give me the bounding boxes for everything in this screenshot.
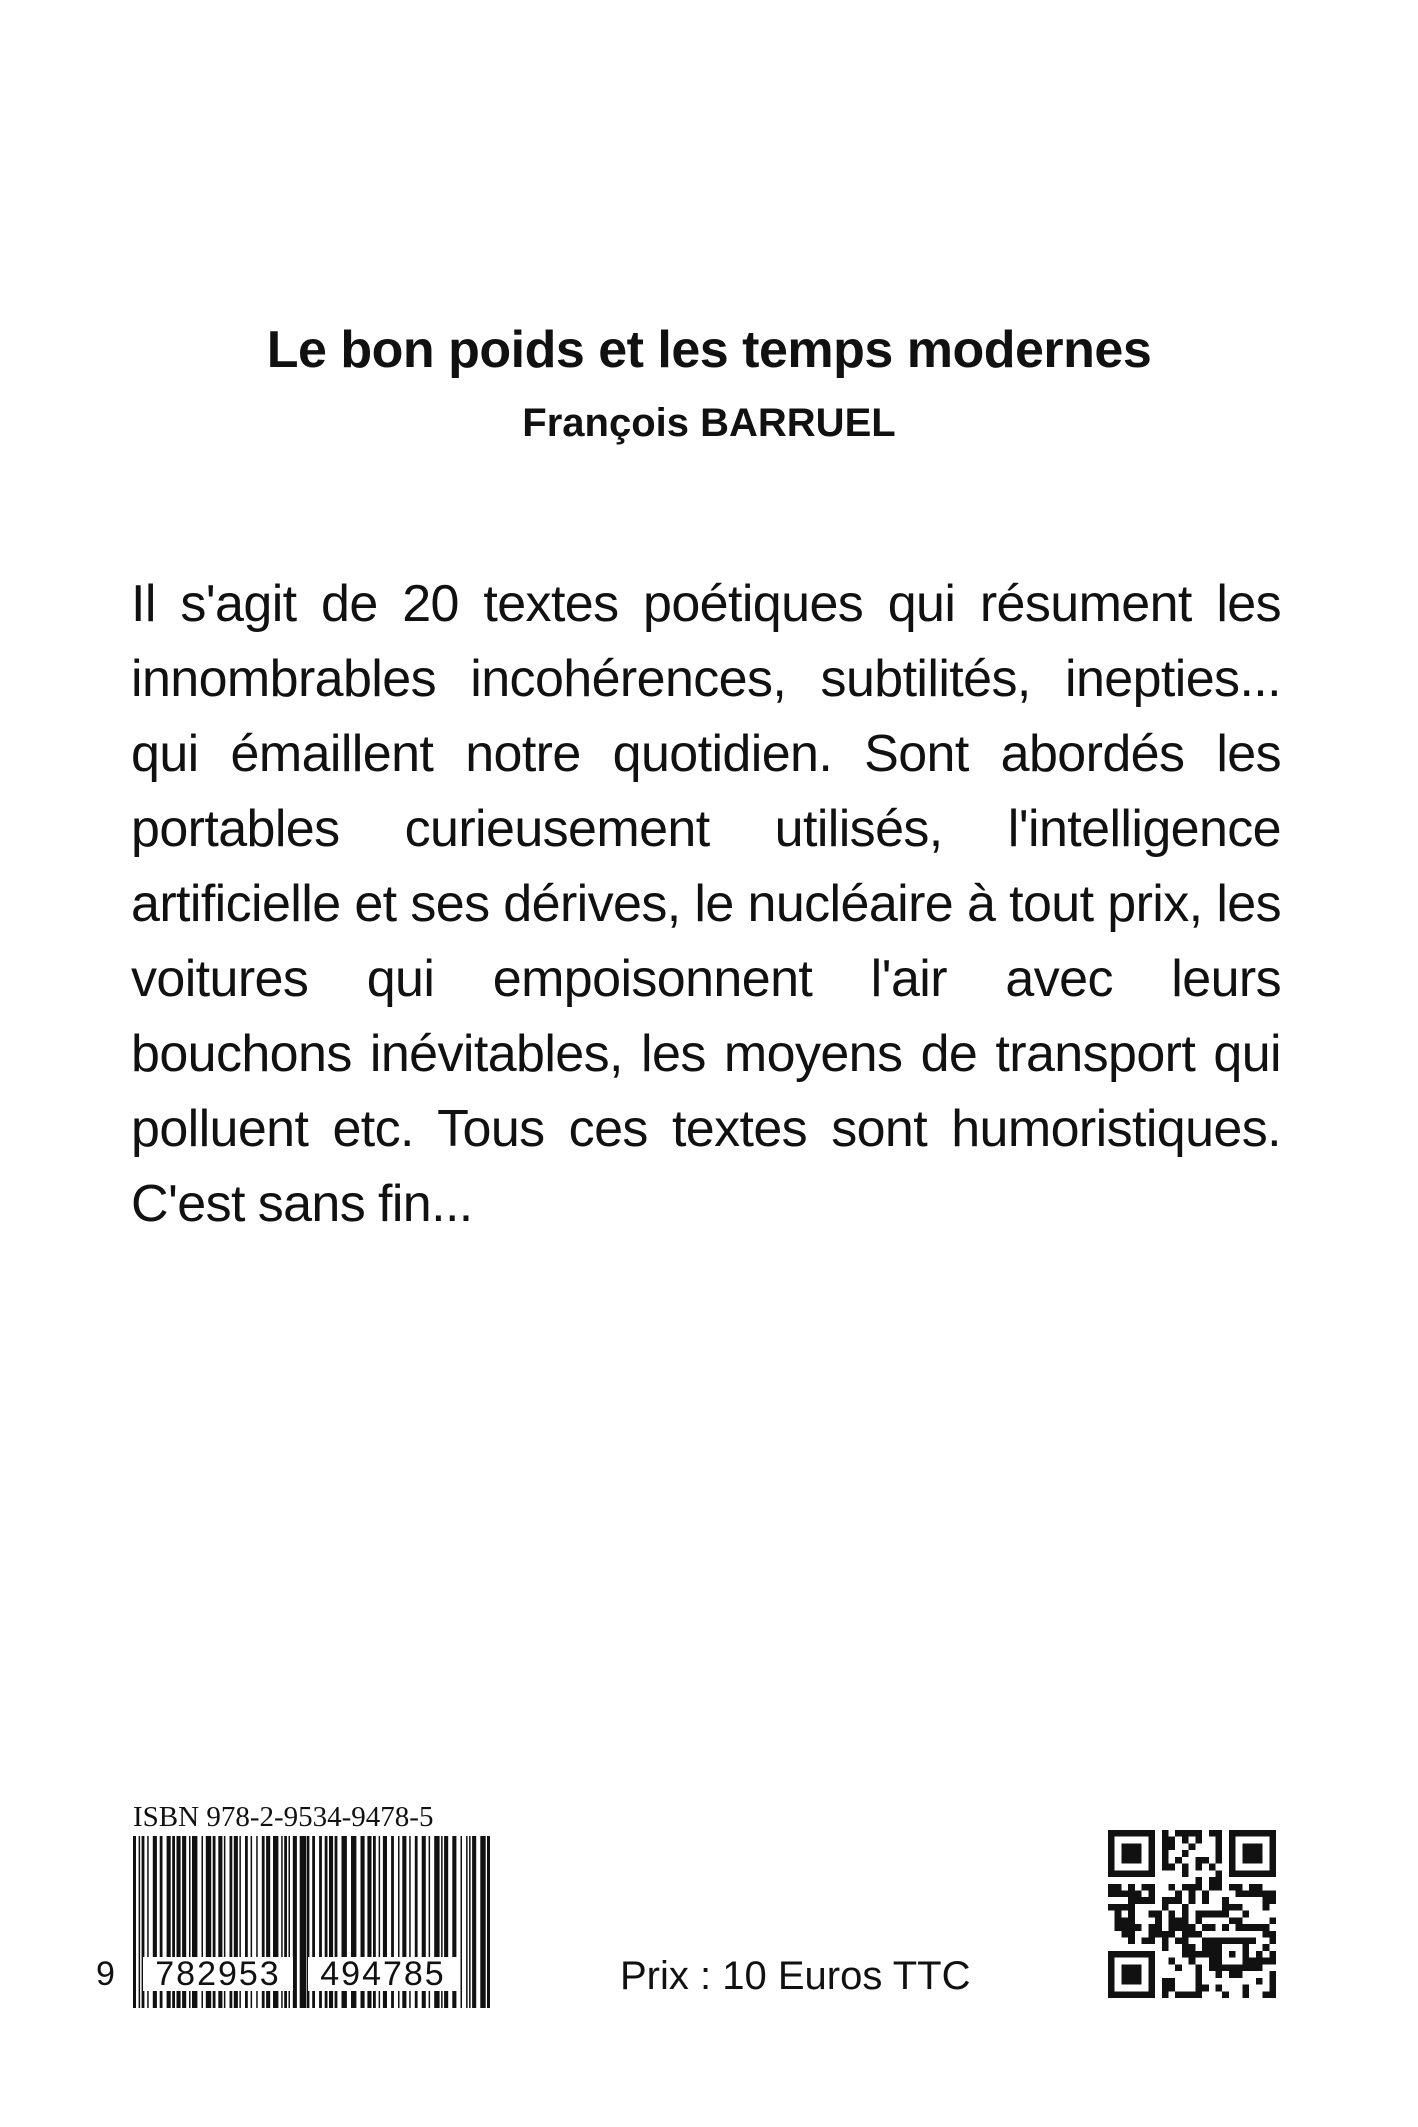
isbn-barcode — [96, 1800, 498, 2010]
book-author: François BARRUEL — [522, 401, 896, 445]
book-blurb: Il s'agit de 20 textes poétiques qui résument les innombrables incohérences, subtilités, inepties... qui émaillent notre quotidien. Sont abordés les portables curieusement utilisés, l'intelligence artificielle et ses dérives, le nucléaire à tout prix, les voitures qui empoisonnent l'air avec leurs bouchons inévitables, les moyens de transport qui polluent etc. Tous ces textes sont humoristiques. C'est sans fin... — [131, 575, 1281, 1233]
barcode-right-digits: 494785 — [308, 1957, 458, 1991]
barcode-left-digits: 782953 — [143, 1957, 293, 1991]
isbn-label: ISBN 978-2-9534-9478-5 — [133, 1801, 434, 1833]
barcode-first-digit: 9 — [96, 1955, 115, 1993]
qr-code-icon — [1108, 1830, 1276, 1998]
book-title: Le bon poids et les temps modernes — [266, 321, 1152, 379]
price-label: Prix : 10 Euros TTC — [620, 1954, 971, 1998]
